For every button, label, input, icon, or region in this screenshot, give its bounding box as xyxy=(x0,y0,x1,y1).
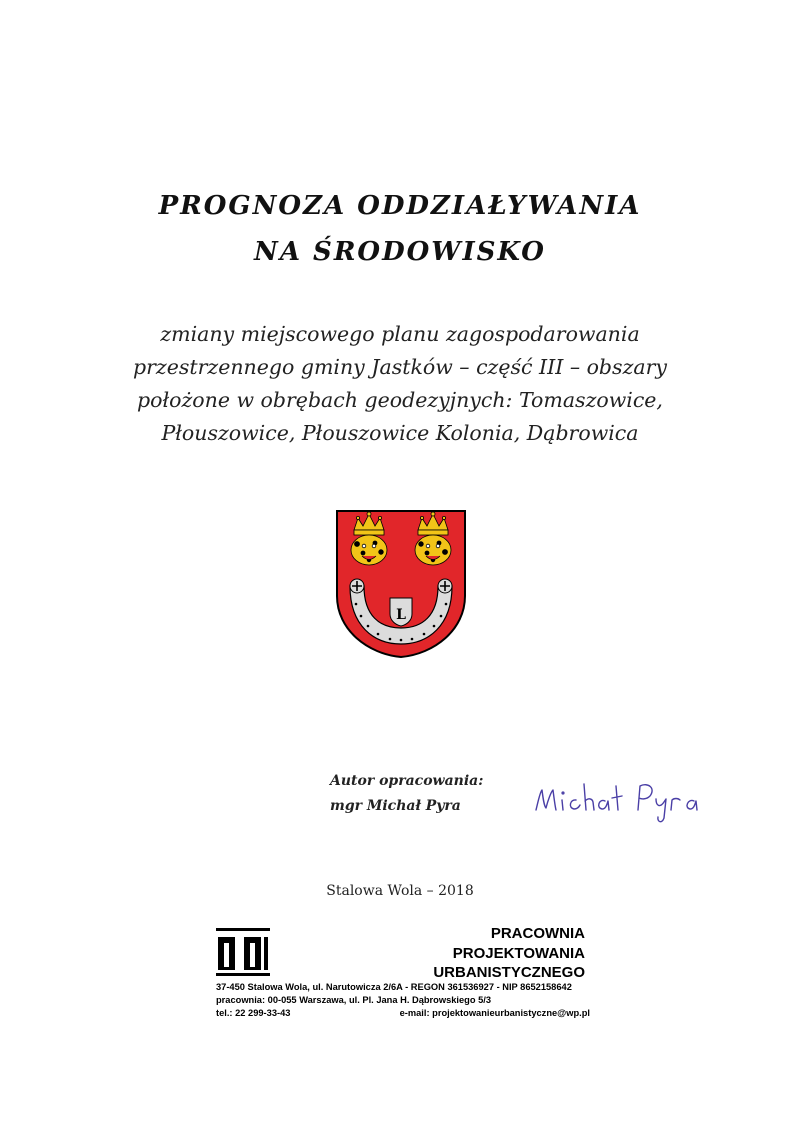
subtitle-line-4: Płouszowice, Płouszowice Kolonia, Dąbrowica xyxy=(161,421,639,445)
subtitle xyxy=(100,318,700,450)
firm-phone: tel.: 22 299-33-43 xyxy=(216,1008,291,1018)
author-block xyxy=(330,769,483,819)
title-line-2: NA ŚRODOWISKO xyxy=(254,237,546,267)
firm-email: e-mail: projektowanieurbanistyczne@wp.pl xyxy=(399,1008,590,1018)
ppu-logo-icon xyxy=(216,928,270,976)
signature-icon xyxy=(530,772,720,830)
place-and-date: Stalowa Wola – 2018 xyxy=(326,883,474,899)
firm-name-line-1: PRACOWNIA xyxy=(490,925,585,942)
firm-name xyxy=(400,924,585,983)
subtitle-line-2: przestrzennego gminy Jastków – część III – obszary xyxy=(133,355,667,379)
author-label: Autor opracowania: xyxy=(330,773,484,789)
subtitle-line-1: zmiany miejscowego planu zagospodarowania xyxy=(160,322,640,346)
firm-address-1: 37-450 Stalowa Wola, ul. Narutowicza 2/6A - REGON 361536927 - NIP 8652158642 xyxy=(216,982,572,992)
author-name: mgr Michał Pyra xyxy=(330,798,461,814)
firm-address-2: pracownia: 00-055 Warszawa, ul. Pl. Jana H. Dąbrowskiego 5/3 xyxy=(216,995,492,1005)
coat-of-arms-icon xyxy=(334,508,468,660)
firm-name-line-2: PROJEKTOWANIA xyxy=(452,944,585,962)
title-line-1: PROGNOZA ODDZIAŁYWANIA xyxy=(158,191,642,221)
coat-of-arms-letter: L xyxy=(396,607,406,623)
firm-name-line-3: URBANISTYCZNEGO xyxy=(433,964,585,981)
subtitle-line-3: położone w obrębach geodezyjnych: Tomaszowice, xyxy=(137,388,663,412)
firm-contact xyxy=(216,1008,590,1018)
